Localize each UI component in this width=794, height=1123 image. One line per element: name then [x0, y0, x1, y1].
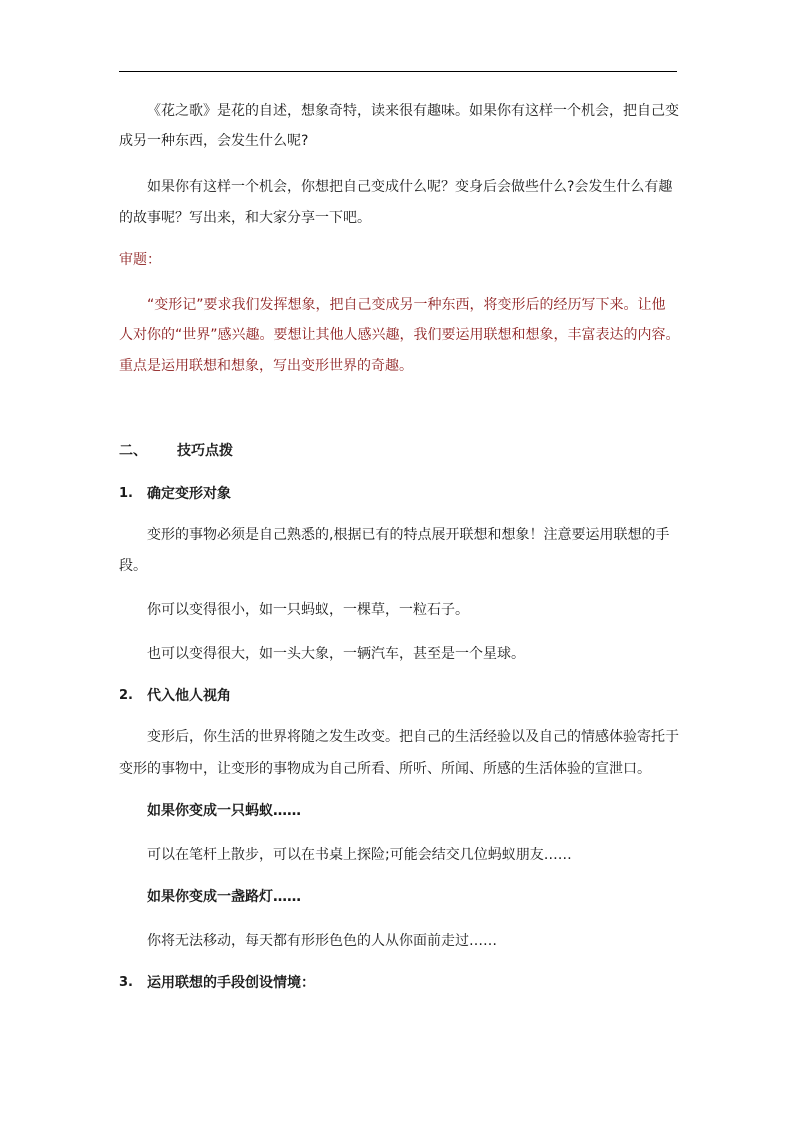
example-2-heading: 如果你变成一盏路灯……	[147, 889, 301, 905]
item-1-line-2: 段。	[119, 558, 147, 574]
item-3-title: 运用联想的手段创设情境：	[147, 975, 315, 991]
example-2-body: 你将无法移动，每天都有形形色色的人从你面前走过……	[147, 933, 497, 949]
item-2-number: 2.	[119, 688, 133, 703]
item-1-title: 确定变形对象	[147, 486, 231, 502]
item-2-line-2: 变形的事物中，让变形的事物成为自己所看、所听、所闻、所感的生活体验的宣泄口。	[119, 761, 651, 777]
section-number: 二、	[119, 443, 147, 459]
example-1-body: 可以在笔杆上散步，可以在书桌上探险;可能会结交几位蚂蚁朋友……	[147, 847, 572, 863]
shenti-line-2: 人对你的“世界”感兴趣。要想让其他人感兴趣，我们要运用联想和想象，丰富表达的内容。	[119, 327, 680, 343]
intro-paragraph-line-2: 成另一种东西，会发生什么呢?	[119, 133, 309, 149]
item-1-number: 1.	[119, 486, 133, 501]
example-1-heading: 如果你变成一只蚂蚁……	[147, 803, 301, 819]
item-2-line-1: 变形后，你生活的世界将随之发生改变。把自己的生活经验以及自己的情感体验寄托于	[147, 729, 679, 745]
prompt-paragraph-line-1: 如果你有这样一个机会，你想把自己变成什么呢？变身后会做些什么?会发生什么有趣	[147, 179, 673, 195]
item-1-line-1: 变形的事物必须是自己熟悉的,根据已有的特点展开联想和想象！注意要运用联想的手	[147, 527, 670, 543]
header-rule	[119, 71, 677, 72]
item-1-line-3: 你可以变得很小，如一只蚂蚁，一棵草，一粒石子。	[147, 602, 469, 618]
item-1-line-4: 也可以变得很大，如一头大象，一辆汽车，甚至是一个星球。	[147, 646, 525, 662]
section-title: 技巧点拨	[177, 443, 233, 459]
shenti-line-1: “变形记”要求我们发挥想象，把自己变成另一种东西，将变形后的经历写下来。让他	[147, 297, 666, 313]
item-3-number: 3.	[119, 975, 133, 990]
intro-paragraph-line-1: 《花之歌》是花的自述，想象奇特，读来很有趣味。如果你有这样一个机会，把自己变	[147, 103, 679, 119]
item-2-title: 代入他人视角	[147, 688, 231, 704]
shenti-label: 审题：	[119, 252, 161, 268]
shenti-line-3: 重点是运用联想和想象，写出变形世界的奇趣。	[119, 358, 413, 374]
prompt-paragraph-line-2: 的故事呢？写出来，和大家分享一下吧。	[119, 210, 371, 226]
